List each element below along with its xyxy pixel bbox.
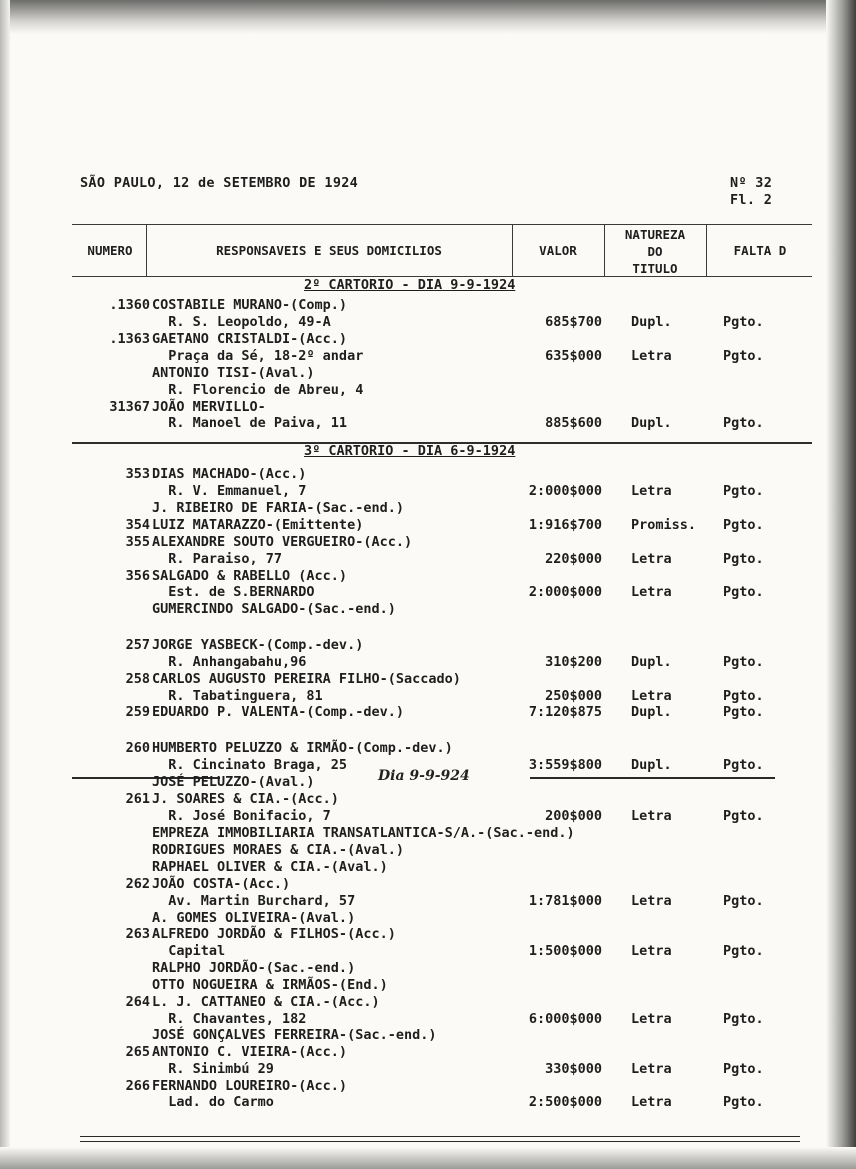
column-header-falta: FALTA D xyxy=(733,243,787,258)
entry-value: 250$000 xyxy=(545,688,602,704)
column-header-natureza-3: TITULO xyxy=(632,261,678,276)
entry-responsible: Capital xyxy=(152,943,226,959)
entry-number: 31367 xyxy=(109,399,150,415)
document-number: Nº 32 xyxy=(730,175,773,191)
entry-responsible: A. GOMES OLIVEIRA-(Aval.) xyxy=(152,910,356,926)
entry-responsible: RALPHO JORDÃO-(Sac.-end.) xyxy=(152,960,356,976)
entry-value: 7:120$875 xyxy=(528,704,602,720)
entry-nature: Dupl. xyxy=(631,757,672,773)
handwritten-date-annotation: Dia 9-9-924 xyxy=(378,768,470,784)
entry-responsible: R. V. Emmanuel, 7 xyxy=(152,483,307,499)
entry-status: Pgto. xyxy=(723,893,764,909)
entry-responsible: GAETANO CRISTALDI-(Acc.) xyxy=(152,331,348,347)
entry-responsible: J. RIBEIRO DE FARIA-(Sac.-end.) xyxy=(152,500,404,516)
section-title: 3º CARTORIO - DIA 6-9-1924 xyxy=(304,443,516,459)
entry-number: 260 xyxy=(125,740,150,756)
column-divider xyxy=(706,224,707,276)
entry-number: 356 xyxy=(125,568,150,584)
entry-responsible: COSTABILE MURANO-(Comp.) xyxy=(152,297,348,313)
entry-status: Pgto. xyxy=(723,551,764,567)
stamp-rule xyxy=(530,777,775,779)
entry-value: 2:500$000 xyxy=(528,1094,602,1110)
entry-value: 1:500$000 xyxy=(528,943,602,959)
entry-responsible: R. Sinimbú 29 xyxy=(152,1061,274,1077)
entry-status: Pgto. xyxy=(723,517,764,533)
entry-nature: Dupl. xyxy=(631,314,672,330)
entry-responsible: R. Chavantes, 182 xyxy=(152,1011,307,1027)
entry-responsible: ANTONIO TISI-(Aval.) xyxy=(152,365,315,381)
entry-value: 330$000 xyxy=(545,1061,602,1077)
entry-nature: Letra xyxy=(631,688,672,704)
entry-number: 263 xyxy=(125,926,150,942)
entry-status: Pgto. xyxy=(723,808,764,824)
entry-responsible: L. J. CATTANEO & CIA.-(Acc.) xyxy=(152,994,380,1010)
entry-responsible: ANTONIO C. VIEIRA-(Acc.) xyxy=(152,1044,348,1060)
entry-number: 355 xyxy=(125,534,150,550)
entry-number: 258 xyxy=(125,671,150,687)
scan-edge-top xyxy=(0,0,856,34)
footer-rule xyxy=(80,1141,800,1142)
footer-rule xyxy=(80,1136,800,1137)
entry-responsible: JOSÉ PELUZZO-(Aval.) xyxy=(152,774,315,790)
entry-responsible: Lad. do Carmo xyxy=(152,1094,274,1110)
entry-status: Pgto. xyxy=(723,415,764,431)
entry-responsible: R. Cincinato Braga, 25 xyxy=(152,757,348,773)
entry-responsible: Est. de S.BERNARDO xyxy=(152,584,315,600)
entry-responsible: R. Florencio de Abreu, 4 xyxy=(152,382,364,398)
entry-responsible: ALEXANDRE SOUTO VERGUEIRO-(Acc.) xyxy=(152,534,413,550)
entry-status: Pgto. xyxy=(723,348,764,364)
scan-edge-left xyxy=(0,0,10,1169)
entry-number: 266 xyxy=(125,1078,150,1094)
entry-status: Pgto. xyxy=(723,1061,764,1077)
entry-nature: Letra xyxy=(631,348,672,364)
entry-nature: Dupl. xyxy=(631,704,672,720)
entry-status: Pgto. xyxy=(723,704,764,720)
entry-nature: Letra xyxy=(631,551,672,567)
column-divider xyxy=(146,224,147,276)
entry-responsible: R. Manoel de Paiva, 11 xyxy=(152,415,348,431)
entry-number: 261 xyxy=(125,791,150,807)
entry-status: Pgto. xyxy=(723,584,764,600)
entry-responsible: LUIZ MATARAZZO-(Emittente) xyxy=(152,517,364,533)
entry-value: 1:781$000 xyxy=(528,893,602,909)
entry-responsible: HUMBERTO PELUZZO & IRMÃO-(Comp.-dev.) xyxy=(152,740,453,756)
entry-number: 262 xyxy=(125,876,150,892)
column-header-numero: NUMERO xyxy=(87,243,133,258)
entry-responsible: JOSÉ GONÇALVES FERREIRA-(Sac.-end.) xyxy=(152,1027,437,1043)
entry-responsible: EDUARDO P. VALENTA-(Comp.-dev.) xyxy=(152,704,404,720)
entry-nature: Letra xyxy=(631,584,672,600)
entry-status: Pgto. xyxy=(723,1011,764,1027)
column-divider xyxy=(604,224,605,276)
entry-responsible: JOÃO MERVILLO- xyxy=(152,399,266,415)
entry-number: 354 xyxy=(125,517,150,533)
scan-edge-right xyxy=(826,0,856,1169)
entry-responsible: ALFREDO JORDÃO & FILHOS-(Acc.) xyxy=(152,926,396,942)
section-title: 2º CARTORIO - DIA 9-9-1924 xyxy=(304,277,516,293)
entry-responsible: CARLOS AUGUSTO PEREIRA FILHO-(Saccado) xyxy=(152,671,461,687)
entry-nature: Dupl. xyxy=(631,654,672,670)
entry-value: 685$700 xyxy=(545,314,602,330)
entry-status: Pgto. xyxy=(723,654,764,670)
entry-responsible: Av. Martin Burchard, 57 xyxy=(152,893,356,909)
entry-nature: Dupl. xyxy=(631,415,672,431)
entry-value: 3:559$800 xyxy=(528,757,602,773)
entry-number: .1363 xyxy=(109,331,150,347)
entry-value: 885$600 xyxy=(545,415,602,431)
entry-status: Pgto. xyxy=(723,688,764,704)
entry-responsible: EMPREZA IMMOBILIARIA TRANSATLANTICA-S/A.-(Sac.-end.) xyxy=(152,825,575,841)
column-header-responsaveis: RESPONSAVEIS E SEUS DOMICILIOS xyxy=(216,243,442,258)
entry-responsible: R. S. Leopoldo, 49-A xyxy=(152,314,331,330)
entry-responsible: JOÃO COSTA-(Acc.) xyxy=(152,876,291,892)
entry-responsible: GUMERCINDO SALGADO-(Sac.-end.) xyxy=(152,601,396,617)
entry-value: 1:916$700 xyxy=(528,517,602,533)
entry-number: 353 xyxy=(125,466,150,482)
column-header-natureza-1: NATUREZA xyxy=(624,227,686,242)
entry-responsible: SALGADO & RABELLO (Acc.) xyxy=(152,568,348,584)
entry-number: 265 xyxy=(125,1044,150,1060)
entry-status: Pgto. xyxy=(723,757,764,773)
entry-responsible: R. Paraiso, 77 xyxy=(152,551,283,567)
entry-responsible: R. José Bonifacio, 7 xyxy=(152,808,331,824)
entry-number: 264 xyxy=(125,994,150,1010)
entry-nature: Letra xyxy=(631,1011,672,1027)
entry-responsible: FERNANDO LOUREIRO-(Acc.) xyxy=(152,1078,348,1094)
place-date: SÃO PAULO, 12 de SETEMBRO DE 1924 xyxy=(80,175,359,191)
entry-responsible: JORGE YASBECK-(Comp.-dev.) xyxy=(152,637,364,653)
entry-status: Pgto. xyxy=(723,1094,764,1110)
entry-responsible: R. Anhangabahu,96 xyxy=(152,654,307,670)
entry-nature: Letra xyxy=(631,893,672,909)
entry-nature: Letra xyxy=(631,1094,672,1110)
entry-responsible: RODRIGUES MORAES & CIA.-(Aval.) xyxy=(152,842,404,858)
entry-status: Pgto. xyxy=(723,943,764,959)
table-top-rule xyxy=(72,224,812,225)
entry-nature: Letra xyxy=(631,943,672,959)
entry-status: Pgto. xyxy=(723,483,764,499)
entry-responsible: DIAS MACHADO-(Acc.) xyxy=(152,466,307,482)
entry-value: 635$000 xyxy=(545,348,602,364)
entry-number: 257 xyxy=(125,637,150,653)
folio-number: Fl. 2 xyxy=(730,192,773,208)
entry-responsible: Praça da Sé, 18-2º andar xyxy=(152,348,364,364)
entry-responsible: J. SOARES & CIA.-(Acc.) xyxy=(152,791,339,807)
entry-value: 2:000$000 xyxy=(528,584,602,600)
entry-nature: Promiss. xyxy=(631,517,697,533)
entry-number: 259 xyxy=(125,704,150,720)
entry-number: .1360 xyxy=(109,297,150,313)
column-divider xyxy=(512,224,513,276)
entry-responsible: RAPHAEL OLIVER & CIA.-(Aval.) xyxy=(152,859,388,875)
entry-value: 200$000 xyxy=(545,808,602,824)
entry-responsible: OTTO NOGUEIRA & IRMÃOS-(End.) xyxy=(152,977,388,993)
entry-responsible: R. Tabatinguera, 81 xyxy=(152,688,323,704)
entry-nature: Letra xyxy=(631,483,672,499)
entry-value: 220$000 xyxy=(545,551,602,567)
scan-edge-bottom xyxy=(0,1147,856,1169)
entry-value: 310$200 xyxy=(545,654,602,670)
column-header-natureza-2: DO xyxy=(647,244,663,259)
entry-nature: Letra xyxy=(631,1061,672,1077)
entry-value: 6:000$000 xyxy=(528,1011,602,1027)
entry-value: 2:000$000 xyxy=(528,483,602,499)
column-header-valor: VALOR xyxy=(539,243,577,258)
entry-status: Pgto. xyxy=(723,314,764,330)
entry-nature: Letra xyxy=(631,808,672,824)
